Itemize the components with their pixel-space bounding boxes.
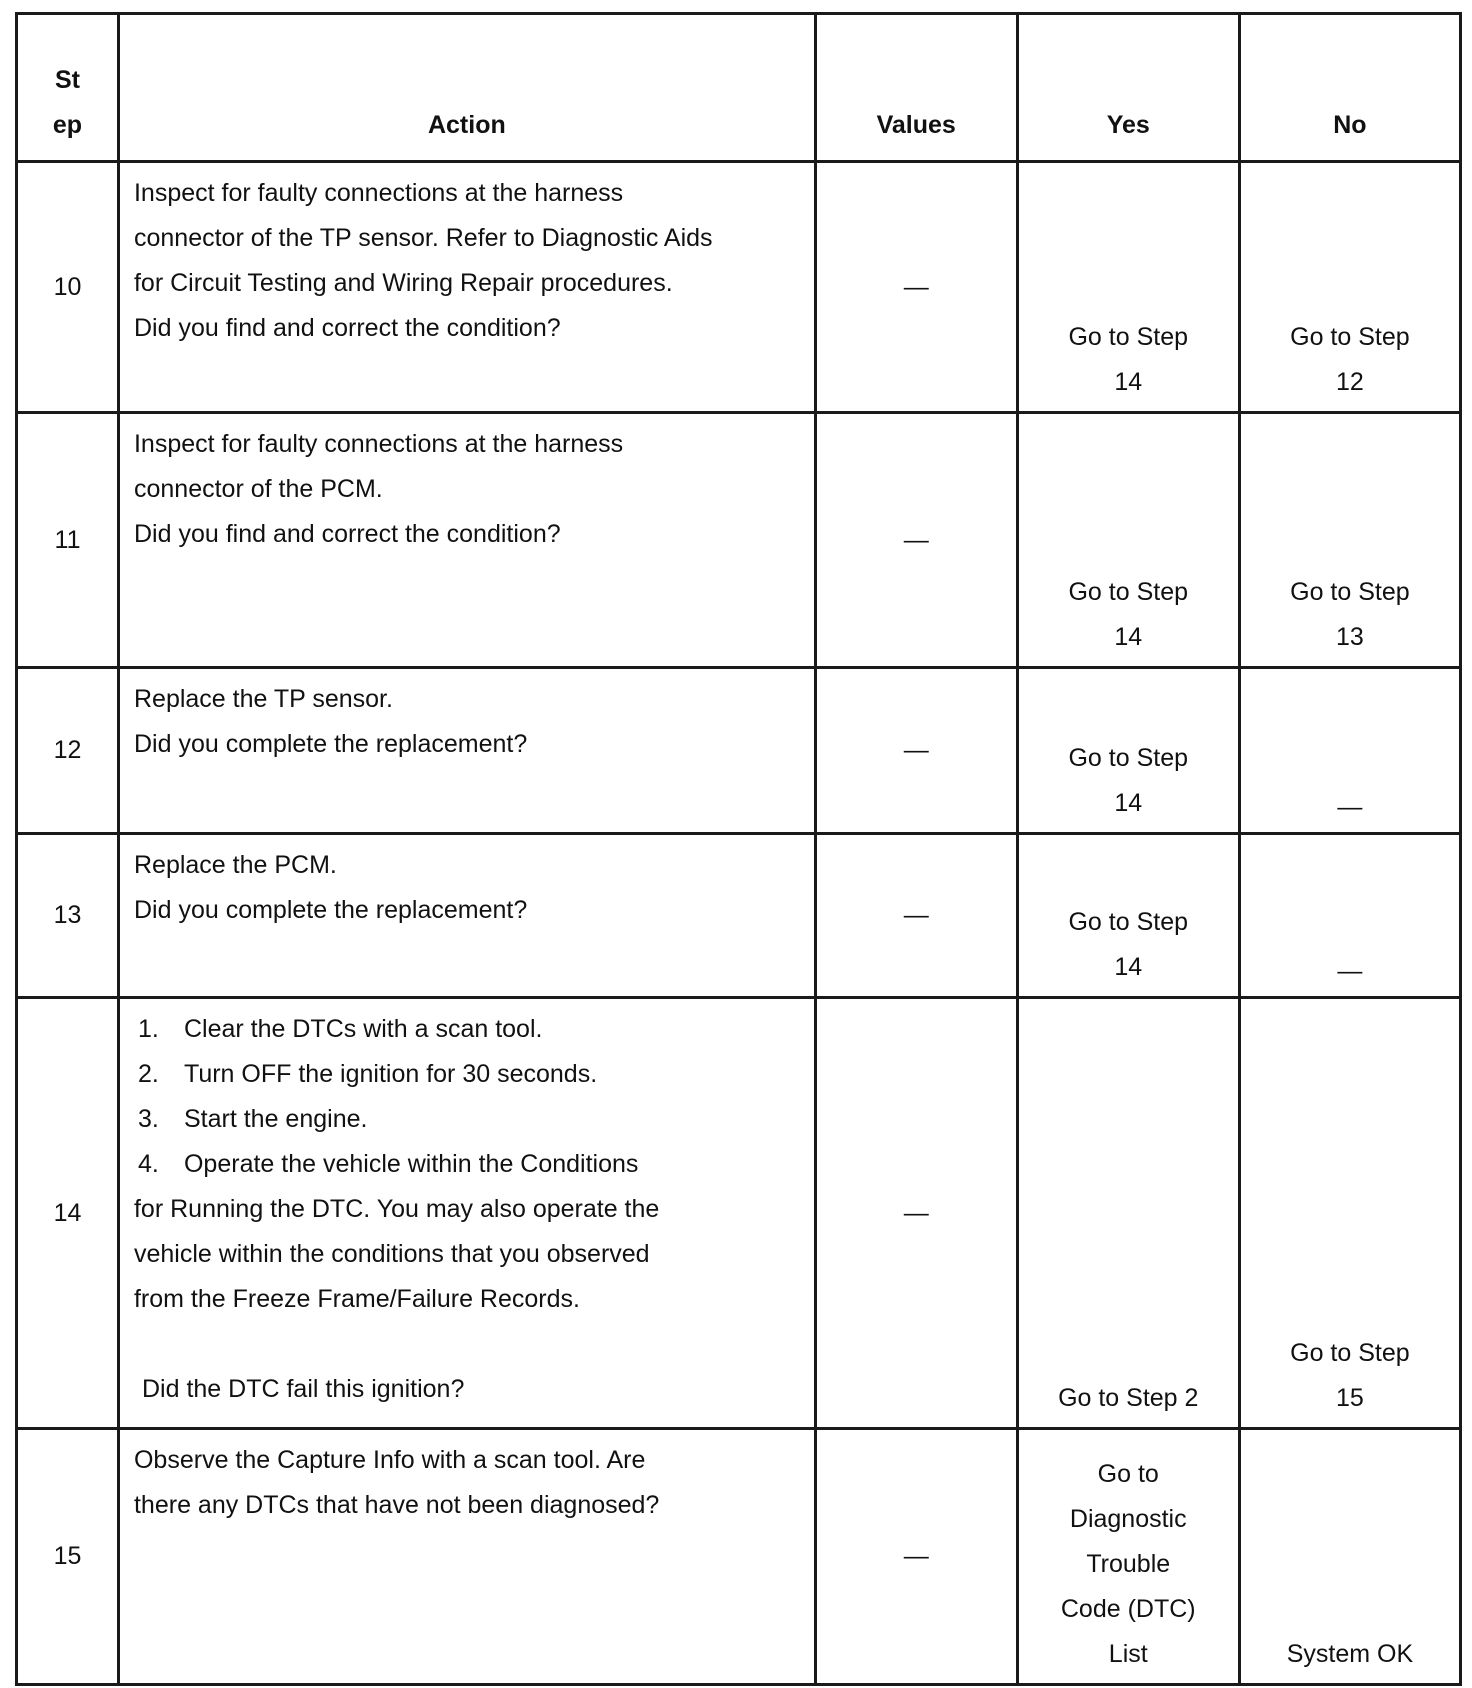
header-no: No [1239,14,1460,162]
header-values: Values [815,14,1017,162]
yes-cell: Go to Step 14 [1017,834,1239,998]
header-row [17,14,1461,162]
action-cell: Replace the PCM. Did you complete the replacement? [118,834,815,998]
table-row [17,834,1461,998]
yes-cell: Go to Step 14 [1017,162,1239,413]
step-number: 15 [17,1429,119,1685]
no-cell: Go to Step 15 [1239,998,1460,1429]
table-row [17,413,1461,668]
action-cell: Observe the Capture Info with a scan tool. Are there any DTCs that have not been diagnosed? [118,1429,815,1685]
diagnostic-table [15,12,1462,1686]
step-number: 12 [17,668,119,834]
list-item: 2. Turn OFF the ignition for 30 seconds. [137,1060,598,1088]
table-row [17,668,1461,834]
step-number: 10 [17,162,119,413]
yes-cell: Go to Step 14 [1017,413,1239,668]
action-cell: Inspect for faulty connections at the harness connector of the TP sensor. Refer to Diagnostic Aids for Circuit Testing and Wiring Repair procedures. Did you find and correct the condition? [118,162,815,413]
action-cell: Inspect for faulty connections at the harness connector of the PCM. Did you find and correct the condition? [118,413,815,668]
yes-cell: Go to Step 2 [1017,998,1239,1429]
no-cell: System OK [1239,1429,1460,1685]
values-cell: — [815,998,1017,1429]
header-step: St ep [17,14,119,162]
action-cell: Replace the TP sensor. Did you complete the replacement? [118,668,815,834]
step-number: 14 [17,998,119,1429]
no-cell: Go to Step 13 [1239,413,1460,668]
no-cell: — [1239,834,1460,998]
values-cell: — [815,162,1017,413]
values-cell: — [815,1429,1017,1685]
table-row [17,162,1461,413]
table-row [17,1429,1461,1685]
header-yes: Yes [1017,14,1239,162]
values-cell: — [815,834,1017,998]
action-cell: 1. Clear the DTCs with a scan tool. 2. Turn OFF the ignition for 30 seconds. 3. Start the engine. 4. Operate the vehicle within the Conditions for Running the DTC. You may also operate the vehicle within the conditions that you observed from the Freeze Frame/Failure Records. Did the DTC fail this ignition? [118,998,815,1429]
no-cell: Go to Step 12 [1239,162,1460,413]
list-item: 4. Operate the vehicle within the Conditions [137,1150,639,1178]
table-row [17,998,1461,1429]
header-action: Action [118,14,815,162]
list-item: 1. Clear the DTCs with a scan tool. [137,1015,543,1043]
step-number: 11 [17,413,119,668]
yes-cell: Go to Diagnostic Trouble Code (DTC) List [1017,1429,1239,1685]
list-item: 3. Start the engine. [137,1105,368,1133]
step-number: 13 [17,834,119,998]
yes-cell: Go to Step 14 [1017,668,1239,834]
no-cell: — [1239,668,1460,834]
values-cell: — [815,413,1017,668]
values-cell: — [815,668,1017,834]
action-question: Did the DTC fail this ignition? [141,1375,465,1403]
